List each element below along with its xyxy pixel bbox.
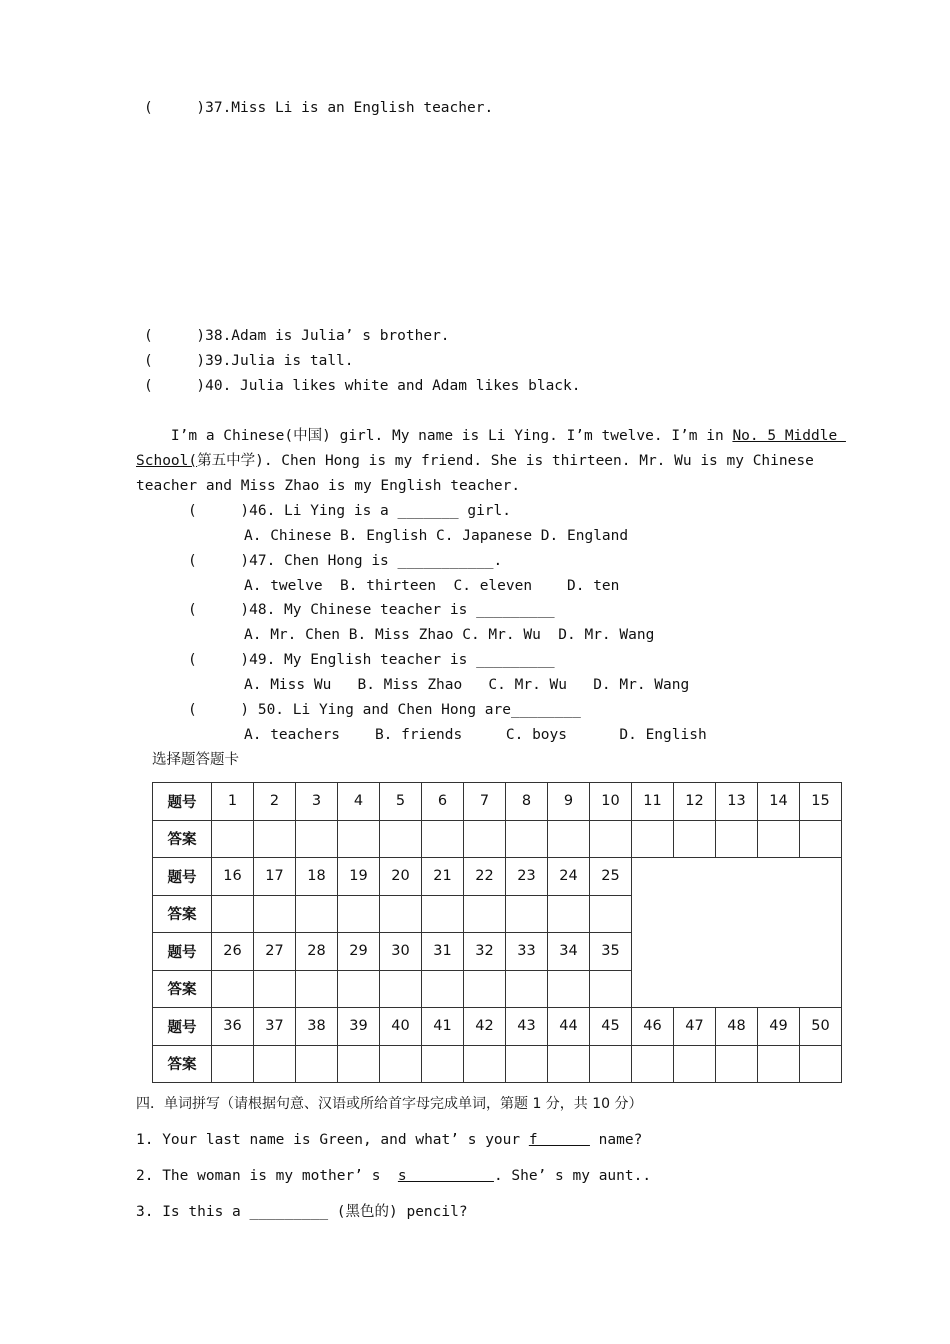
answer-cell[interactable] — [548, 970, 590, 1008]
passage-line-2 — [136, 451, 814, 471]
question-number: 34 — [548, 933, 590, 971]
answer-cell[interactable] — [758, 820, 800, 858]
answer-cell[interactable] — [338, 820, 380, 858]
question-text: 39.Julia is tall. — [205, 353, 354, 369]
question-text: 38.Adam is Julia’ s brother. — [205, 328, 450, 344]
answer-label: 答案 — [153, 820, 212, 858]
question-number: 40 — [380, 1008, 422, 1046]
question-number: 29 — [338, 933, 380, 971]
question-number: 21 — [422, 858, 464, 896]
answer-cell[interactable] — [296, 970, 338, 1008]
answer-cell[interactable] — [464, 1045, 506, 1083]
answer-cell[interactable] — [338, 1045, 380, 1083]
answer-row-4 — [153, 1045, 842, 1083]
question-number: 16 — [212, 858, 254, 896]
number-row-1 — [153, 783, 842, 821]
answer-cell[interactable] — [590, 970, 632, 1008]
answer-cell[interactable] — [758, 1045, 800, 1083]
question-number: 45 — [590, 1008, 632, 1046]
question-number: 36 — [212, 1008, 254, 1046]
question-number: 39 — [338, 1008, 380, 1046]
question-number: 41 — [422, 1008, 464, 1046]
judge-item-38 — [144, 326, 450, 346]
question-number: 5 — [380, 783, 422, 821]
passage-underlined: No. 5 Middle — [732, 428, 846, 444]
question-number: 18 — [296, 858, 338, 896]
question-text: 37.Miss Li is an English teacher. — [205, 100, 494, 116]
question-number: 14 — [758, 783, 800, 821]
options-50: A. teachers B. friends C. boys D. English — [244, 727, 707, 743]
question-number: 3 — [296, 783, 338, 821]
question-49[interactable]: ( )49. My English teacher is _________ — [188, 652, 555, 668]
number-label: 题号 — [153, 933, 212, 971]
answer-paren[interactable]: ( ) — [144, 353, 206, 369]
answer-cell[interactable] — [716, 820, 758, 858]
question-number: 11 — [632, 783, 674, 821]
answer-cell[interactable] — [548, 895, 590, 933]
question-number: 49 — [758, 1008, 800, 1046]
answer-cell[interactable] — [422, 970, 464, 1008]
answer-cell[interactable] — [548, 1045, 590, 1083]
options-46: A. Chinese B. English C. Japanese D. England — [244, 528, 629, 544]
question-number: 23 — [506, 858, 548, 896]
question-number: 10 — [590, 783, 632, 821]
judge-item-40 — [144, 376, 581, 396]
question-number: 50 — [800, 1008, 842, 1046]
question-number: 30 — [380, 933, 422, 971]
question-number: 22 — [464, 858, 506, 896]
question-number: 35 — [590, 933, 632, 971]
answer-cell[interactable] — [506, 895, 548, 933]
passage-text: 第五中学). Chen Hong is my friend. She is thirteen. Mr. Wu is my Chinese — [197, 453, 814, 469]
answer-cell[interactable] — [422, 820, 464, 858]
passage-line-3: teacher and Miss Zhao is my English teacher. — [136, 478, 521, 494]
question-number: 44 — [548, 1008, 590, 1046]
answer-cell[interactable] — [338, 895, 380, 933]
question-number: 46 — [632, 1008, 674, 1046]
answer-cell[interactable] — [380, 820, 422, 858]
answer-cell[interactable] — [212, 970, 254, 1008]
answer-cell[interactable] — [254, 895, 296, 933]
answer-cell[interactable] — [254, 820, 296, 858]
passage-text: I’m a Chinese(中国) girl. My name is Li Ying. I’m twelve. I’m in — [136, 428, 733, 444]
question-number: 12 — [674, 783, 716, 821]
number-label: 题号 — [153, 783, 212, 821]
judge-item-37 — [144, 98, 493, 118]
question-number: 32 — [464, 933, 506, 971]
section-4-heading: 四．单词拼写（请根据句意、汉语或所给首字母完成单词，第题 1 分，共 10 分） — [136, 1096, 643, 1112]
options-48: A. Mr. Chen B. Miss Zhao C. Mr. Wu D. Mr. Wang — [244, 627, 655, 643]
options-49: A. Miss Wu B. Miss Zhao C. Mr. Wu D. Mr. Wang — [244, 677, 690, 693]
passage-line-1 — [136, 426, 846, 446]
question-number: 25 — [590, 858, 632, 896]
question-number: 42 — [464, 1008, 506, 1046]
question-number: 13 — [716, 783, 758, 821]
question-number: 43 — [506, 1008, 548, 1046]
answer-blank[interactable]: s — [397, 1168, 494, 1184]
answer-label: 答案 — [153, 895, 212, 933]
number-label: 题号 — [153, 1008, 212, 1046]
number-row-2 — [153, 858, 842, 896]
question-number: 47 — [674, 1008, 716, 1046]
answer-cell[interactable] — [590, 895, 632, 933]
question-number: 37 — [254, 1008, 296, 1046]
question-number: 24 — [548, 858, 590, 896]
spelling-item-3[interactable]: 3. Is this a _________ (黑色的) pencil? — [136, 1204, 468, 1220]
answer-cell[interactable] — [380, 895, 422, 933]
answer-paren[interactable]: ( ) — [144, 378, 206, 394]
passage-underlined: School( — [136, 453, 198, 469]
answer-cell[interactable] — [548, 820, 590, 858]
empty-block — [632, 858, 842, 1008]
judge-item-39 — [144, 351, 354, 371]
answer-paren[interactable]: ( ) — [144, 100, 206, 116]
answer-cell[interactable] — [422, 1045, 464, 1083]
answer-cell[interactable] — [212, 895, 254, 933]
answer-cell[interactable] — [464, 970, 506, 1008]
question-number: 17 — [254, 858, 296, 896]
answer-cell[interactable] — [674, 1045, 716, 1083]
question-number: 19 — [338, 858, 380, 896]
answer-cell[interactable] — [674, 820, 716, 858]
answer-cell[interactable] — [506, 1045, 548, 1083]
question-number: 20 — [380, 858, 422, 896]
answer-label: 答案 — [153, 1045, 212, 1083]
item-text: 1. Your last name is Green, and what’ s your — [136, 1132, 529, 1148]
question-50[interactable]: ( ) 50. Li Ying and Chen Hong are________ — [188, 702, 581, 718]
answer-cell[interactable] — [590, 1045, 632, 1083]
answer-cell[interactable] — [380, 970, 422, 1008]
question-number: 15 — [800, 783, 842, 821]
answer-cell[interactable] — [800, 1045, 842, 1083]
question-number: 26 — [212, 933, 254, 971]
spelling-item-1 — [136, 1130, 642, 1150]
answer-cell[interactable] — [380, 1045, 422, 1083]
answer-cell[interactable] — [590, 820, 632, 858]
answer-label: 答案 — [153, 970, 212, 1008]
question-46[interactable]: ( )46. Li Ying is a _______ girl. — [188, 503, 512, 519]
answer-cell[interactable] — [254, 1045, 296, 1083]
answer-cell[interactable] — [212, 1045, 254, 1083]
answer-cell[interactable] — [254, 970, 296, 1008]
answer-card-title: 选择题答题卡 — [152, 752, 239, 768]
answer-card-table — [152, 782, 842, 1083]
question-number: 27 — [254, 933, 296, 971]
question-number: 48 — [716, 1008, 758, 1046]
options-47: A. twelve B. thirteen C. eleven D. ten — [244, 578, 620, 594]
answer-cell[interactable] — [632, 820, 674, 858]
spelling-item-2 — [136, 1166, 651, 1186]
item-text: . She’ s my aunt.. — [493, 1168, 652, 1184]
question-number: 2 — [254, 783, 296, 821]
question-number: 33 — [506, 933, 548, 971]
answer-cell[interactable] — [212, 820, 254, 858]
question-47[interactable]: ( )47. Chen Hong is ___________. — [188, 553, 503, 569]
answer-cell[interactable] — [506, 970, 548, 1008]
item-text: 2. The woman is my mother’ s — [136, 1168, 398, 1184]
answer-cell[interactable] — [296, 1045, 338, 1083]
question-number: 4 — [338, 783, 380, 821]
answer-paren[interactable]: ( ) — [144, 328, 206, 344]
question-number: 6 — [422, 783, 464, 821]
answer-cell[interactable] — [296, 820, 338, 858]
answer-cell[interactable] — [716, 1045, 758, 1083]
answer-cell[interactable] — [632, 1045, 674, 1083]
question-48[interactable]: ( )48. My Chinese teacher is _________ — [188, 602, 555, 618]
answer-cell[interactable] — [422, 895, 464, 933]
question-number: 8 — [506, 783, 548, 821]
answer-cell[interactable] — [800, 820, 842, 858]
question-number: 9 — [548, 783, 590, 821]
answer-blank[interactable]: f — [528, 1132, 590, 1148]
question-number: 7 — [464, 783, 506, 821]
answer-row-1 — [153, 820, 842, 858]
question-number: 31 — [422, 933, 464, 971]
answer-cell[interactable] — [506, 820, 548, 858]
question-number: 1 — [212, 783, 254, 821]
number-row-4 — [153, 1008, 842, 1046]
question-text: 40. Julia likes white and Adam likes black. — [205, 378, 581, 394]
number-label: 题号 — [153, 858, 212, 896]
answer-cell[interactable] — [338, 970, 380, 1008]
answer-cell[interactable] — [464, 895, 506, 933]
answer-cell[interactable] — [464, 820, 506, 858]
question-number: 38 — [296, 1008, 338, 1046]
question-number: 28 — [296, 933, 338, 971]
answer-cell[interactable] — [296, 895, 338, 933]
item-text: name? — [589, 1132, 643, 1148]
